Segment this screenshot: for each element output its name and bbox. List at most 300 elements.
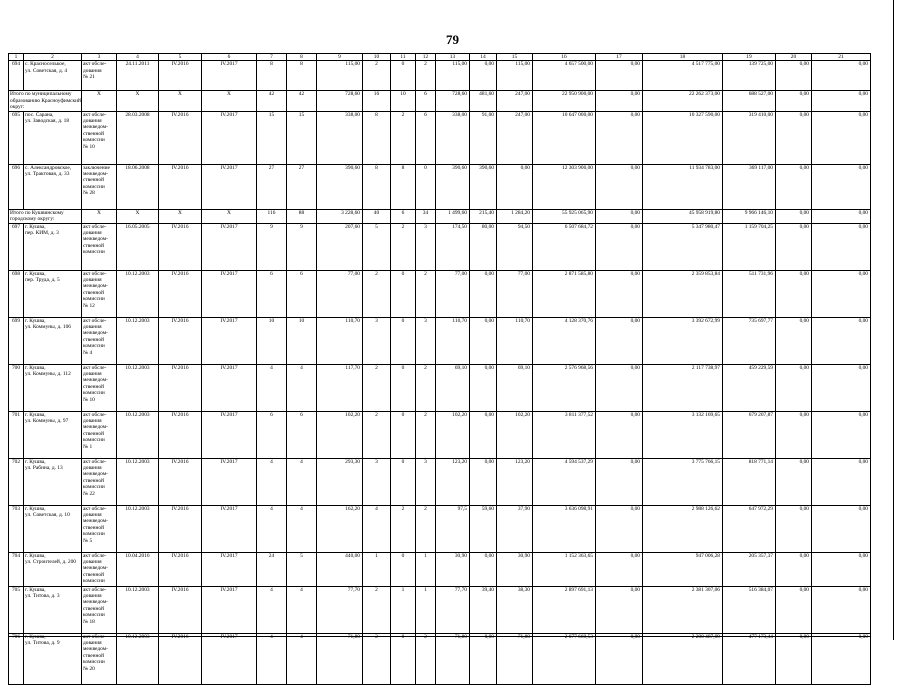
total-label-cell-line: городскому округу: <box>10 216 55 223</box>
value-cell-c19: 9 966 146,10 <box>723 209 776 223</box>
table-row <box>9 61 871 91</box>
value-cell-c11: 0 <box>391 270 416 317</box>
value-cell-c7: 116 <box>257 209 287 223</box>
value-cell-c14: 0,00 <box>470 61 497 91</box>
column-number-row <box>9 54 871 61</box>
date-cell: 18.06.2008 <box>117 164 159 209</box>
address-cell-line: ул. Рабина, д. 13 <box>25 465 63 472</box>
value-cell-c15: 123,20 <box>497 458 533 505</box>
value-cell-c19: 679 207,87 <box>723 411 776 458</box>
document-cell <box>82 458 117 505</box>
value-cell-c13: 390,60 <box>436 164 470 209</box>
value-cell-c16: 4 657 500,00 <box>533 61 596 91</box>
value-cell-c19: 735 697,77 <box>723 317 776 364</box>
value-cell-c9: 293,30 <box>317 458 363 505</box>
document-cell <box>82 164 117 209</box>
document-cell-line: № 20 <box>83 665 95 672</box>
value-cell-c9: 390,60 <box>317 164 363 209</box>
value-cell-c20: 0,00 <box>776 317 812 364</box>
value-cell-c7: 9 <box>257 223 287 270</box>
document-cell-line: межведом- <box>83 171 108 178</box>
document-cell-line: акт обсле- <box>83 111 107 118</box>
document-cell-line: № 12 <box>83 302 95 309</box>
date-cell: 10.12.2003 <box>117 317 159 364</box>
document-cell-line: дования <box>83 371 102 378</box>
value-cell-c7: 10 <box>257 317 287 364</box>
plan-start-cell: IV.2016 <box>159 552 202 586</box>
value-cell-c19: 459 229,59 <box>723 364 776 411</box>
value-cell-c8: 27 <box>287 164 317 209</box>
document-cell-line: комиссии <box>83 578 105 585</box>
value-cell-c9: 3 228,60 <box>317 209 363 223</box>
document-cell-line: межведом- <box>83 599 108 606</box>
x-cell: X <box>82 209 117 223</box>
document-cell-line: комиссии <box>83 137 105 144</box>
value-cell-c11: 0 <box>391 458 416 505</box>
document-cell-line: дования <box>83 512 102 519</box>
value-cell-c7 <box>257 633 287 684</box>
value-cell-c13: 77,70 <box>436 586 470 633</box>
document-cell <box>82 111 117 164</box>
value-cell-c18: 45 958 919,80 <box>643 209 723 223</box>
value-cell-c19: 818 771,14 <box>723 458 776 505</box>
value-cell-c14: 0,00 <box>470 270 497 317</box>
value-cell-c7: 4 <box>257 364 287 411</box>
value-cell-c11: 8 <box>391 164 416 209</box>
value-cell-c14: 0,00 <box>470 317 497 364</box>
value-cell-c20: 0,00 <box>776 164 812 209</box>
address-cell <box>24 505 82 552</box>
data-table <box>8 53 871 685</box>
value-cell-c17: 0,00 <box>596 458 643 505</box>
value-cell-c17: 0,00 <box>596 411 643 458</box>
document-cell-line: межведом- <box>83 377 108 384</box>
document-cell <box>82 552 117 586</box>
value-cell-c13: 728,60 <box>436 91 470 111</box>
document-cell-line: ственной <box>83 289 105 296</box>
value-cell-c7: 27 <box>257 164 287 209</box>
value-cell-c15 <box>497 633 533 684</box>
total-label-cell-line: Итого по муниципальному <box>10 91 72 98</box>
x-cell: X <box>159 91 202 111</box>
address-cell-line: г. Кушва, <box>25 411 46 418</box>
table-row <box>9 364 871 411</box>
value-cell-c8: 4 <box>287 364 317 411</box>
date-cell: 24.11.2011 <box>117 61 159 91</box>
value-cell-c19: 516 384,07 <box>723 586 776 633</box>
value-cell-c16: 55 925 065,90 <box>533 209 596 223</box>
value-cell-c14: 0,00 <box>470 552 497 586</box>
value-cell-c18: 3 392 672,99 <box>643 317 723 364</box>
document-cell-line: ственной <box>83 383 105 390</box>
plan-end-cell <box>202 633 257 684</box>
address-cell <box>24 633 82 684</box>
table-row <box>9 552 871 586</box>
column-number: 17 <box>596 54 643 61</box>
document-cell-line: ственной <box>83 336 105 343</box>
plan-end-cell: IV.2017 <box>202 61 257 91</box>
value-cell-c18: 3 775 766,15 <box>643 458 723 505</box>
x-cell: X <box>117 209 159 223</box>
table-row <box>9 586 871 633</box>
value-cell-c19: 205 357,37 <box>723 552 776 586</box>
value-cell-c13: 77,00 <box>436 270 470 317</box>
value-cell-c19: 369 117,00 <box>723 164 776 209</box>
address-cell-line: г. Кушва, <box>25 458 46 465</box>
value-cell-c21: 0,00 <box>812 586 871 633</box>
value-cell-c21: 0,00 <box>812 91 871 111</box>
value-cell-c15: 110,70 <box>497 317 533 364</box>
address-cell <box>24 270 82 317</box>
document-cell-line: акт обсле- <box>83 61 107 68</box>
document-cell-line: комиссии <box>83 249 105 256</box>
column-number: 14 <box>470 54 497 61</box>
date-cell: 10.04.2016 <box>117 552 159 586</box>
plan-start-cell: IV.2016 <box>159 270 202 317</box>
value-cell-c9: 77,70 <box>317 586 363 633</box>
value-cell-c13: 115,00 <box>436 61 470 91</box>
table-row <box>9 270 871 317</box>
address-cell-line: ул. Коммуны, д. 97 <box>25 418 69 425</box>
document-cell <box>82 317 117 364</box>
value-cell-c15: 102,20 <box>497 411 533 458</box>
document-cell <box>82 505 117 552</box>
value-cell-c21: 0,00 <box>812 505 871 552</box>
document-cell-line: № 28 <box>83 190 95 197</box>
value-cell-c11: 2 <box>391 111 416 164</box>
total-label-cell <box>9 209 82 223</box>
address-cell-line: ул. Строителей, д. 200 <box>25 559 76 566</box>
value-cell-c8: 9 <box>287 223 317 270</box>
value-cell-c9: 728,60 <box>317 91 363 111</box>
value-cell-c18: 947 006,28 <box>643 552 723 586</box>
document-cell-line: межведом- <box>83 330 108 337</box>
value-cell-c17: 0,00 <box>596 223 643 270</box>
value-cell-c9: 117,70 <box>317 364 363 411</box>
address-cell-line: ул. Советская, д. 10 <box>25 512 70 519</box>
document-cell-line: комиссии <box>83 531 105 538</box>
value-cell-c12: 2 <box>416 270 436 317</box>
row-number: 696 <box>9 164 24 209</box>
plan-end-cell: IV.2017 <box>202 505 257 552</box>
value-cell-c20: 0,00 <box>776 411 812 458</box>
value-cell-c14: 59,60 <box>470 505 497 552</box>
value-cell-c18: 2 117 738,97 <box>643 364 723 411</box>
document-cell-line: дования <box>83 67 102 74</box>
value-cell-c20: 0,00 <box>776 364 812 411</box>
value-cell-c7: 8 <box>257 61 287 91</box>
value-cell-c12: 0 <box>416 164 436 209</box>
table-bottom-edge <box>8 636 870 637</box>
total-label-cell-line: образованию Красноуфимский <box>10 97 81 104</box>
document-cell-line: комиссии <box>83 390 105 397</box>
date-cell: 28.03.2008 <box>117 111 159 164</box>
value-cell-c21: 0,00 <box>812 552 871 586</box>
document-cell <box>82 270 117 317</box>
address-cell-line: пер. КИМ, д. 3 <box>25 230 59 237</box>
value-cell-c19: 1 159 704,25 <box>723 223 776 270</box>
document-cell-line: межведом- <box>83 124 108 131</box>
value-cell-c19: 139 725,00 <box>723 61 776 91</box>
value-cell-c12: 34 <box>416 209 436 223</box>
value-cell-c13: 123,20 <box>436 458 470 505</box>
value-cell-c12: 2 <box>416 364 436 411</box>
document-cell-line: ственной <box>83 242 105 249</box>
value-cell-c8: 8 <box>287 61 317 91</box>
row-number: 699 <box>9 317 24 364</box>
address-cell-line: г. Кушва, <box>25 223 46 230</box>
total-label-cell-line: Итого по Кушвинскому <box>10 209 64 216</box>
address-cell-line: ул. Коммуны, д. 112 <box>25 371 71 378</box>
value-cell-c16 <box>533 633 596 684</box>
value-cell-c10: 2 <box>363 364 391 411</box>
plan-end-cell: IV.2017 <box>202 111 257 164</box>
column-number: 4 <box>117 54 159 61</box>
value-cell-c9: 207,60 <box>317 223 363 270</box>
value-cell-c8 <box>287 633 317 684</box>
value-cell-c20: 0,00 <box>776 209 812 223</box>
value-cell-c9: 115,00 <box>317 61 363 91</box>
value-cell-c14: 215,40 <box>470 209 497 223</box>
column-number: 11 <box>391 54 416 61</box>
document-cell-line: межведом- <box>83 283 108 290</box>
value-cell-c21: 0,00 <box>812 411 871 458</box>
column-number: 19 <box>723 54 776 61</box>
value-cell-c8: 4 <box>287 586 317 633</box>
column-number: 15 <box>497 54 533 61</box>
address-cell-line: ул. Титова, д. 9 <box>25 640 60 647</box>
document-cell-line: акт обсле- <box>83 317 107 324</box>
value-cell-c17 <box>596 633 643 684</box>
value-cell-c14: 91,00 <box>470 111 497 164</box>
value-cell-c11: 0 <box>391 317 416 364</box>
document-cell-line: акт обсле- <box>83 270 107 277</box>
value-cell-c20: 0,00 <box>776 91 812 111</box>
value-cell-c18: 2 359 853,84 <box>643 270 723 317</box>
value-cell-c8: 4 <box>287 458 317 505</box>
column-number: 12 <box>416 54 436 61</box>
document-cell-line: ственной <box>83 605 105 612</box>
value-cell-c7: 4 <box>257 458 287 505</box>
document-cell <box>82 364 117 411</box>
address-cell <box>24 61 82 91</box>
value-cell-c19 <box>723 633 776 684</box>
value-cell-c11: 0 <box>391 411 416 458</box>
document-cell-line: дования <box>83 118 102 125</box>
document-cell-line: дования <box>83 277 102 284</box>
document-cell-line: ственной <box>83 430 105 437</box>
value-cell-c15: 1 284,20 <box>497 209 533 223</box>
value-cell-c16: 1 152 363,65 <box>533 552 596 586</box>
table-row <box>9 317 871 364</box>
value-cell-c13: 102,20 <box>436 411 470 458</box>
value-cell-c9: 102,20 <box>317 411 363 458</box>
total-label-cell-line: округ: <box>10 104 25 111</box>
value-cell-c20: 0,00 <box>776 223 812 270</box>
address-cell <box>24 411 82 458</box>
value-cell-c21: 0,00 <box>812 111 871 164</box>
value-cell-c12 <box>416 633 436 684</box>
column-number: 9 <box>317 54 363 61</box>
value-cell-c16: 3 636 098,91 <box>533 505 596 552</box>
row-number: 698 <box>9 270 24 317</box>
plan-start-cell: IV.2016 <box>159 411 202 458</box>
table-row <box>9 111 871 164</box>
value-cell-c12: 6 <box>416 111 436 164</box>
value-cell-c11: 2 <box>391 223 416 270</box>
value-cell-c13: 110,70 <box>436 317 470 364</box>
address-cell <box>24 458 82 505</box>
value-cell-c18: 5 347 980,47 <box>643 223 723 270</box>
document-cell-line: заключение <box>83 164 110 171</box>
value-cell-c10: 16 <box>363 91 391 111</box>
row-number: 704 <box>9 552 24 586</box>
value-cell-c7: 4 <box>257 586 287 633</box>
value-cell-c17: 0,00 <box>596 270 643 317</box>
document-cell-line: ственной <box>83 571 105 578</box>
value-cell-c8: 42 <box>287 91 317 111</box>
address-cell-line: ул. Трактовая, д. 33 <box>25 171 70 178</box>
value-cell-c14: 0,00 <box>470 364 497 411</box>
value-cell-c15: 247,00 <box>497 91 533 111</box>
value-cell-c16: 2 897 691,13 <box>533 586 596 633</box>
row-number: 703 <box>9 505 24 552</box>
document-cell-line: дования <box>83 418 102 425</box>
address-cell <box>24 364 82 411</box>
document-cell-line: ственной <box>83 177 105 184</box>
total-label-cell <box>9 91 82 111</box>
plan-end-cell: IV.2017 <box>202 552 257 586</box>
value-cell-c21: 0,00 <box>812 458 871 505</box>
value-cell-c21: 0,00 <box>812 223 871 270</box>
value-cell-c7: 6 <box>257 411 287 458</box>
value-cell-c8: 6 <box>287 411 317 458</box>
value-cell-c13: 174,50 <box>436 223 470 270</box>
value-cell-c10: 40 <box>363 209 391 223</box>
value-cell-c18: 4 517 775,00 <box>643 61 723 91</box>
value-cell-c7: 4 <box>257 505 287 552</box>
document-cell-line: № 10 <box>83 396 95 403</box>
value-cell-c18: 3 132 169,65 <box>643 411 723 458</box>
value-cell-c18: 2 988 126,62 <box>643 505 723 552</box>
value-cell-c12: 2 <box>416 411 436 458</box>
row-number <box>9 633 24 684</box>
table-row <box>9 505 871 552</box>
value-cell-c11: 10 <box>391 91 416 111</box>
document-cell-line: дования <box>83 324 102 331</box>
value-cell-c10: 8 <box>363 111 391 164</box>
document-cell-line: комиссии <box>83 437 105 444</box>
value-cell-c21: 0,00 <box>812 61 871 91</box>
value-cell-c21: 0,00 <box>812 270 871 317</box>
value-cell-c10: 8 <box>363 164 391 209</box>
value-cell-c16: 22 950 900,00 <box>533 91 596 111</box>
date-cell <box>117 633 159 684</box>
address-cell-line: ул. Титова, д. 3 <box>25 593 60 600</box>
address-cell-line: г. Кушва, <box>25 364 46 371</box>
value-cell-c10: 2 <box>363 411 391 458</box>
date-cell: 10.12.2003 <box>117 270 159 317</box>
address-cell-line: г. Кушва, <box>25 317 46 324</box>
address-cell-line: г. Кушва, <box>25 505 46 512</box>
value-cell-c19: 647 972,29 <box>723 505 776 552</box>
document-cell-line: дования <box>83 640 102 647</box>
document-cell <box>82 223 117 270</box>
address-cell <box>24 586 82 633</box>
row-number: 694 <box>9 61 24 91</box>
document-cell-line: межведом- <box>83 518 108 525</box>
table-total-row <box>9 209 871 223</box>
document-cell-line: комиссии <box>83 343 105 350</box>
column-number: 6 <box>202 54 257 61</box>
plan-end-cell: IV.2017 <box>202 458 257 505</box>
x-cell: X <box>202 91 257 111</box>
plan-end-cell: IV.2017 <box>202 317 257 364</box>
plan-start-cell: IV.2016 <box>159 223 202 270</box>
value-cell-c18 <box>643 633 723 684</box>
document-cell-line: № 1 <box>83 443 93 450</box>
column-number: 21 <box>812 54 871 61</box>
value-cell-c20: 0,00 <box>776 61 812 91</box>
plan-start-cell: IV.2016 <box>159 458 202 505</box>
column-number: 20 <box>776 54 812 61</box>
document-cell-line: № 22 <box>83 490 95 497</box>
value-cell-c16: 2 576 968,56 <box>533 364 596 411</box>
value-cell-c8: 15 <box>287 111 317 164</box>
value-cell-c16: 2 871 585,80 <box>533 270 596 317</box>
value-cell-c8: 88 <box>287 209 317 223</box>
document-cell-line: № 4 <box>83 349 93 356</box>
document-cell-line: акт обсле- <box>83 223 107 230</box>
x-cell: X <box>82 91 117 111</box>
value-cell-c8: 6 <box>287 270 317 317</box>
address-cell-line: г. Кушва, <box>25 586 46 593</box>
value-cell-c18: 22 262 373,00 <box>643 91 723 111</box>
document-cell-line: ственной <box>83 652 105 659</box>
value-cell-c11 <box>391 633 416 684</box>
column-number: 13 <box>436 54 470 61</box>
value-cell-c11: 1 <box>391 586 416 633</box>
value-cell-c10: 2 <box>363 61 391 91</box>
value-cell-c14: 0,00 <box>470 458 497 505</box>
document-cell-line: № 18 <box>83 618 95 625</box>
value-cell-c13: 97,5 <box>436 505 470 552</box>
x-cell: X <box>202 209 257 223</box>
column-number: 3 <box>82 54 117 61</box>
value-cell-c21 <box>812 633 871 684</box>
document-cell-line: № 10 <box>83 143 95 150</box>
value-cell-c17: 0,00 <box>596 586 643 633</box>
address-cell <box>24 111 82 164</box>
value-cell-c15: 94,50 <box>497 223 533 270</box>
value-cell-c9: 440,00 <box>317 552 363 586</box>
value-cell-c14 <box>470 633 497 684</box>
address-cell-line: пос. Сарана, <box>25 111 54 118</box>
value-cell-c15: 0,00 <box>497 164 533 209</box>
value-cell-c16: 12 303 900,00 <box>533 164 596 209</box>
value-cell-c12: 1 <box>416 586 436 633</box>
value-cell-c17: 0,00 <box>596 317 643 364</box>
table-row <box>9 633 871 684</box>
value-cell-c18: 11 934 783,00 <box>643 164 723 209</box>
document-cell <box>82 61 117 91</box>
plan-end-cell: IV.2017 <box>202 164 257 209</box>
value-cell-c8: 5 <box>287 552 317 586</box>
address-cell-line: ул. Заводская, д. 18 <box>25 118 70 125</box>
address-cell <box>24 552 82 586</box>
value-cell-c11: 0 <box>391 552 416 586</box>
document-cell-line: акт обсле- <box>83 586 107 593</box>
